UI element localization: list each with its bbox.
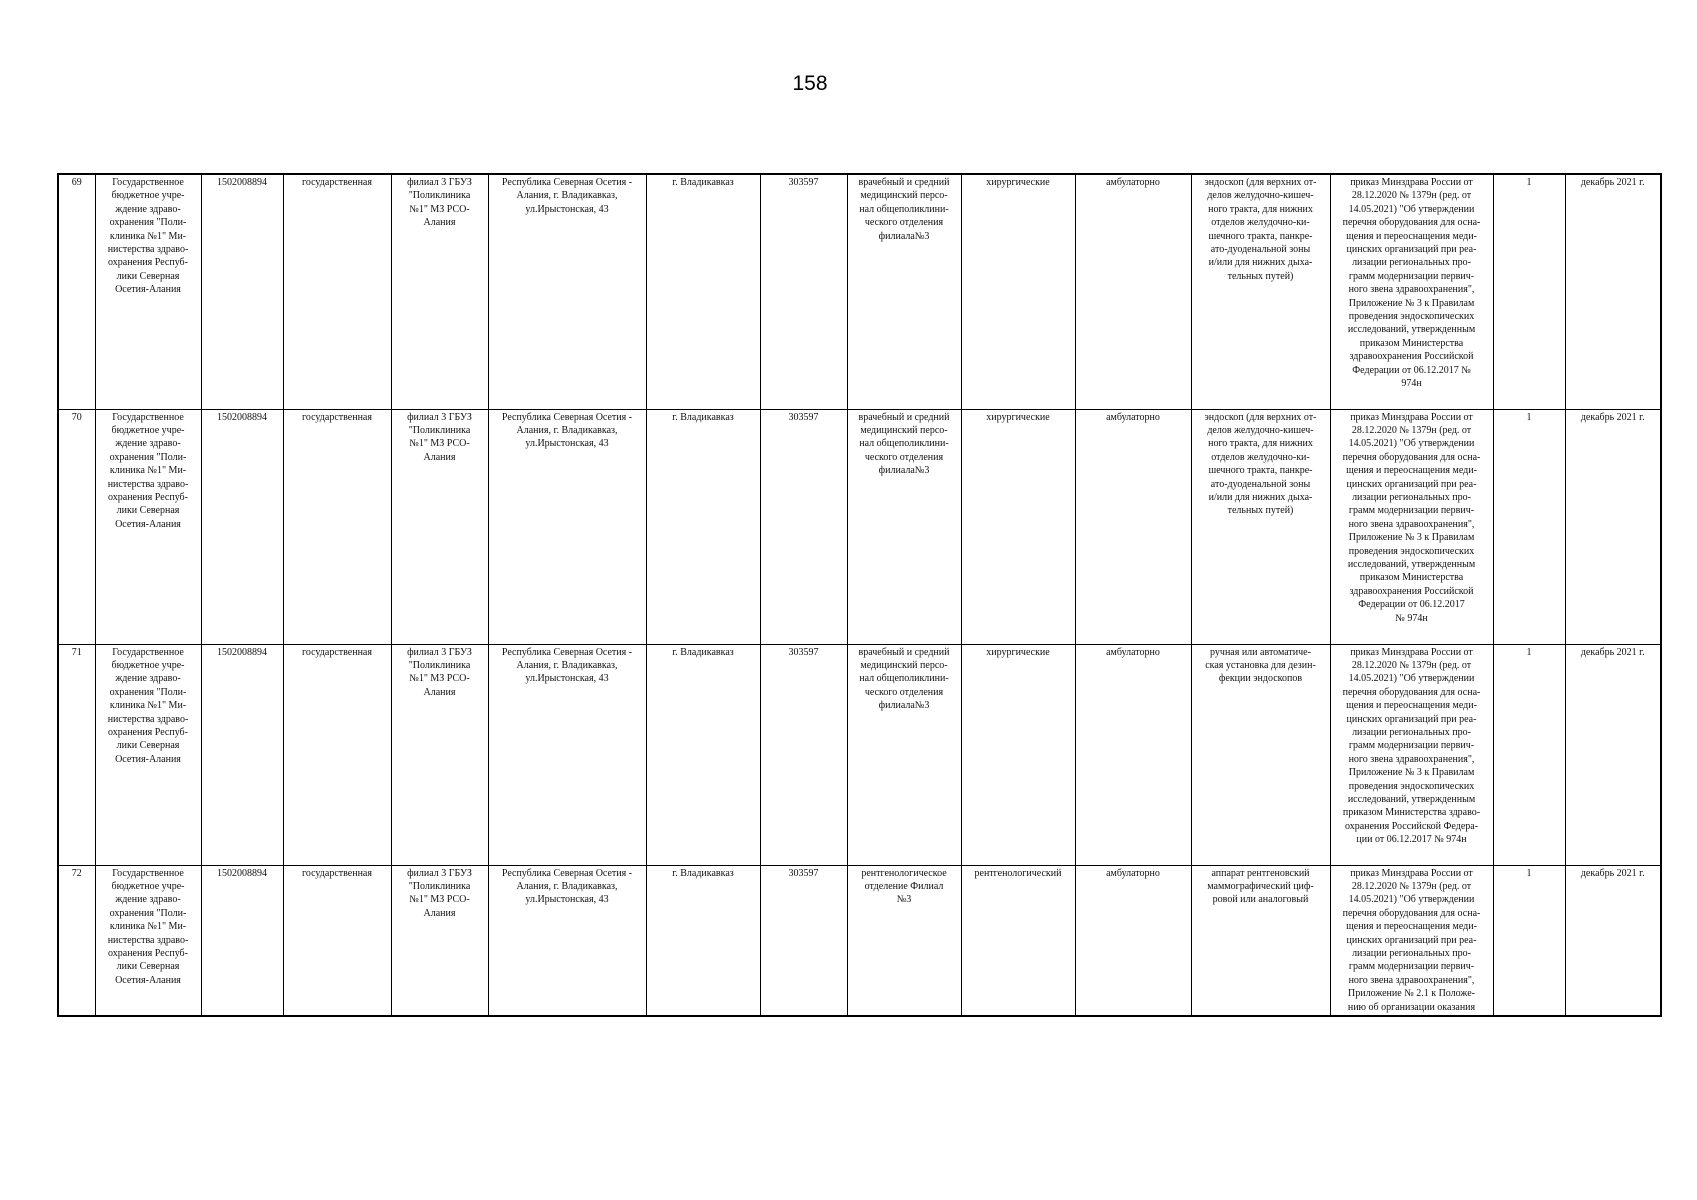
cell-legal-basis [1330,174,1493,409]
cell-department [847,644,961,865]
branch-name-text: филиал 3 ГБУЗ "Поликлиника №1" МЗ РСО- Алания [407,177,472,229]
cell-care-conditions [1075,409,1191,644]
department-text: врачебный и средний медицинский персо- нал общеполиклини- ческого отделения филиала№3 [858,646,950,712]
cell-code [760,644,847,865]
equipment-registry-table [57,173,1662,1017]
cell-row-number [58,409,95,644]
cell-branch-name [391,409,488,644]
city-text: г. Владикавказ [672,867,734,879]
cell-ownership-form [283,644,391,865]
cell-code [760,865,847,1016]
cell-city [646,865,760,1016]
row-number-text: 71 [71,646,82,658]
cell-address [488,174,646,409]
medical-profile-text: хирургические [986,177,1050,188]
medical-profile-text: хирургические [986,411,1050,423]
cell-branch-name [391,174,488,409]
code-text: 303597 [788,177,819,188]
cell-legal-basis [1330,865,1493,1016]
cell-ownership-form [283,409,391,644]
cell-medical-profile [961,409,1075,644]
branch-name-text: филиал 3 ГБУЗ "Поликлиника №1" МЗ РСО- Алания [407,646,472,698]
inn-text: 1502008894 [217,646,267,658]
table-row [58,865,1661,1016]
cell-care-conditions [1075,865,1191,1016]
cell-organization-name [95,174,201,409]
cell-delivery-date [1565,644,1661,865]
city-text: г. Владикавказ [672,411,734,423]
city-text: г. Владикавказ [672,177,734,188]
medical-profile-text: хирургические [986,646,1050,658]
cell-care-conditions [1075,644,1191,865]
table-row [58,644,1661,865]
cell-ownership-form [283,865,391,1016]
table-row [58,174,1661,409]
row-number-text: 70 [71,411,82,423]
address-text: Республика Северная Осетия - Алания, г. Владикавказ, ул.Ирыстонская, 43 [501,646,633,685]
organization-name-text: Государственное бюджетное учре- ждение здраво- охранения "Поли- клиника №1" Ми- нистерства здраво- охранения Респуб- лики Северная Осетия-Алания [107,646,189,765]
cell-department [847,865,961,1016]
quantity-text: 1 [1526,177,1532,188]
cell-equipment-name [1191,644,1330,865]
department-text: врачебный и средний медицинский персо- нал общеполиклини- ческого отделения филиала№3 [858,411,950,477]
cell-address [488,865,646,1016]
legal-basis-text: приказ Минздрава России от 28.12.2020 № 1379н (ред. от 14.05.2021) "Об утверждении перечня оборудования для осна- щения и переоснащения меди- цинских организаций при реа- лизации региональных про- грамм модернизации первич- ного звена здравоохранения", Приложение № 2.1 к Положе- нию об организации оказания [1342,867,1481,1013]
cell-row-number [58,644,95,865]
branch-name-text: филиал 3 ГБУЗ "Поликлиника №1" МЗ РСО- Алания [407,411,472,463]
organization-name-text: Государственное бюджетное учре- ждение здраво- охранения "Поли- клиника №1" Ми- нистерства здраво- охранения Респуб- лики Северная Осетия-Алания [107,177,189,296]
inn-text: 1502008894 [217,867,267,879]
cell-organization-name [95,409,201,644]
legal-basis-text: приказ Минздрава России от 28.12.2020 № 1379н (ред. от 14.05.2021) "Об утверждении перечня оборудования для осна- щения и переоснащения меди- цинских организаций при реа- лизации региональных про- грамм модернизации первич- ного звена здравоохранения", Приложение № 3 к Правилам проведения эндоскопических исследований, утвержденным приказом Министерства здраво- охранения Российской Федера- ции от 06.12.2017 № 974н [1342,646,1481,846]
cell-equipment-name [1191,409,1330,644]
cell-organization-name [95,865,201,1016]
department-text: врачебный и средний медицинский персо- нал общеполиклини- ческого отделения филиала№3 [858,177,950,242]
cell-equipment-name [1191,174,1330,409]
care-conditions-text: амбулаторно [1106,867,1160,879]
branch-name-text: филиал 3 ГБУЗ "Поликлиника №1" МЗ РСО- Алания [407,867,472,919]
cell-ownership-form [283,174,391,409]
equipment-name-text: эндоскоп (для верхних от- делов желудочно-кишеч- ного тракта, для нижних отделов желудочно-ки- шечного тракта, панкре- ато-дуоденальной зоны и/или для нижних дыха- тельных путей) [1204,177,1317,282]
cell-care-conditions [1075,174,1191,409]
equipment-name-text: эндоскоп (для верхних от- делов желудочно-кишеч- ного тракта, для нижних отделов желудочно-ки- шечного тракта, панкре- ато-дуоденальной зоны и/или для нижних дыха- тельных путей) [1204,411,1317,517]
cell-quantity [1493,865,1565,1016]
care-conditions-text: амбулаторно [1106,177,1160,188]
cell-organization-name [95,644,201,865]
ownership-form-text: государственная [302,411,372,423]
ownership-form-text: государственная [302,867,372,879]
row-number-text: 69 [71,177,82,188]
cell-delivery-date [1565,409,1661,644]
cell-medical-profile [961,644,1075,865]
cell-department [847,174,961,409]
table-row [58,409,1661,644]
code-text: 303597 [788,646,819,658]
address-text: Республика Северная Осетия - Алания, г. Владикавказ, ул.Ирыстонская, 43 [501,867,633,906]
department-text: рентгенологическое отделение Филиал №3 [861,867,947,906]
cell-legal-basis [1330,409,1493,644]
care-conditions-text: амбулаторно [1106,411,1160,423]
cell-address [488,644,646,865]
delivery-date-text: декабрь 2021 г. [1580,646,1645,658]
delivery-date-text: декабрь 2021 г. [1580,411,1645,423]
city-text: г. Владикавказ [672,646,734,658]
cell-department [847,409,961,644]
care-conditions-text: амбулаторно [1106,646,1160,658]
cell-branch-name [391,865,488,1016]
cell-inn [201,865,283,1016]
ownership-form-text: государственная [302,646,372,658]
cell-row-number [58,865,95,1016]
cell-equipment-name [1191,865,1330,1016]
cell-row-number [58,174,95,409]
cell-inn [201,644,283,865]
legal-basis-text: приказ Минздрава России от 28.12.2020 № 1379н (ред. от 14.05.2021) "Об утверждении перечня оборудования для осна- щения и переоснащения меди- цинских организаций при реа- лизации региональных про- грамм модернизации первич- ного звена здравоохранения", Приложение № 3 к Правилам проведения эндоскопических исследований, утвержденным приказом Министерства здравоохранения Российской Федерации от 06.12.2017 № 974н [1342,177,1481,390]
cell-quantity [1493,409,1565,644]
cell-medical-profile [961,865,1075,1016]
cell-inn [201,174,283,409]
inn-text: 1502008894 [217,177,267,188]
organization-name-text: Государственное бюджетное учре- ждение здраво- охранения "Поли- клиника №1" Ми- нистерства здраво- охранения Респуб- лики Северная Осетия-Алания [107,411,189,530]
cell-code [760,409,847,644]
quantity-text: 1 [1526,646,1532,658]
cell-delivery-date [1565,865,1661,1016]
address-text: Республика Северная Осетия - Алания, г. Владикавказ, ул.Ирыстонская, 43 [501,411,633,450]
organization-name-text: Государственное бюджетное учре- ждение здраво- охранения "Поли- клиника №1" Ми- нистерства здраво- охранения Респуб- лики Северная Осетия-Алания [107,867,189,986]
inn-text: 1502008894 [217,411,267,423]
equipment-name-text: аппарат рентгеновский маммографический циф- ровой или аналоговый [1207,867,1314,906]
address-text: Республика Северная Осетия - Алания, г. Владикавказ, ул.Ирыстонская, 43 [501,177,633,215]
medical-profile-text: рентгенологический [974,867,1062,879]
quantity-text: 1 [1526,867,1532,879]
quantity-text: 1 [1526,411,1532,423]
cell-city [646,174,760,409]
code-text: 303597 [788,867,819,879]
cell-city [646,644,760,865]
delivery-date-text: декабрь 2021 г. [1580,177,1645,188]
cell-branch-name [391,644,488,865]
cell-medical-profile [961,174,1075,409]
cell-quantity [1493,174,1565,409]
cell-city [646,409,760,644]
cell-quantity [1493,644,1565,865]
cell-address [488,409,646,644]
delivery-date-text: декабрь 2021 г. [1580,867,1645,879]
cell-legal-basis [1330,644,1493,865]
row-number-text: 72 [71,867,82,879]
equipment-name-text: ручная или автоматиче- ская установка для дезин- фекции эндоскопов [1205,646,1316,685]
legal-basis-text: приказ Минздрава России от 28.12.2020 № 1379н (ред. от 14.05.2021) "Об утверждении перечня оборудования для осна- щения и переоснащения меди- цинских организаций при реа- лизации региональных про- грамм модернизации первич- ного звена здравоохранения", Приложение № 3 к Правилам проведения эндоскопических исследований, утвержденным приказом Министерства здравоохранения Российской Федерации от 06.12.2017 № 974н [1342,411,1481,624]
cell-inn [201,409,283,644]
cell-code [760,174,847,409]
cell-delivery-date [1565,174,1661,409]
page-number: 158 [792,72,828,95]
ownership-form-text: государственная [302,177,372,188]
code-text: 303597 [788,411,819,423]
